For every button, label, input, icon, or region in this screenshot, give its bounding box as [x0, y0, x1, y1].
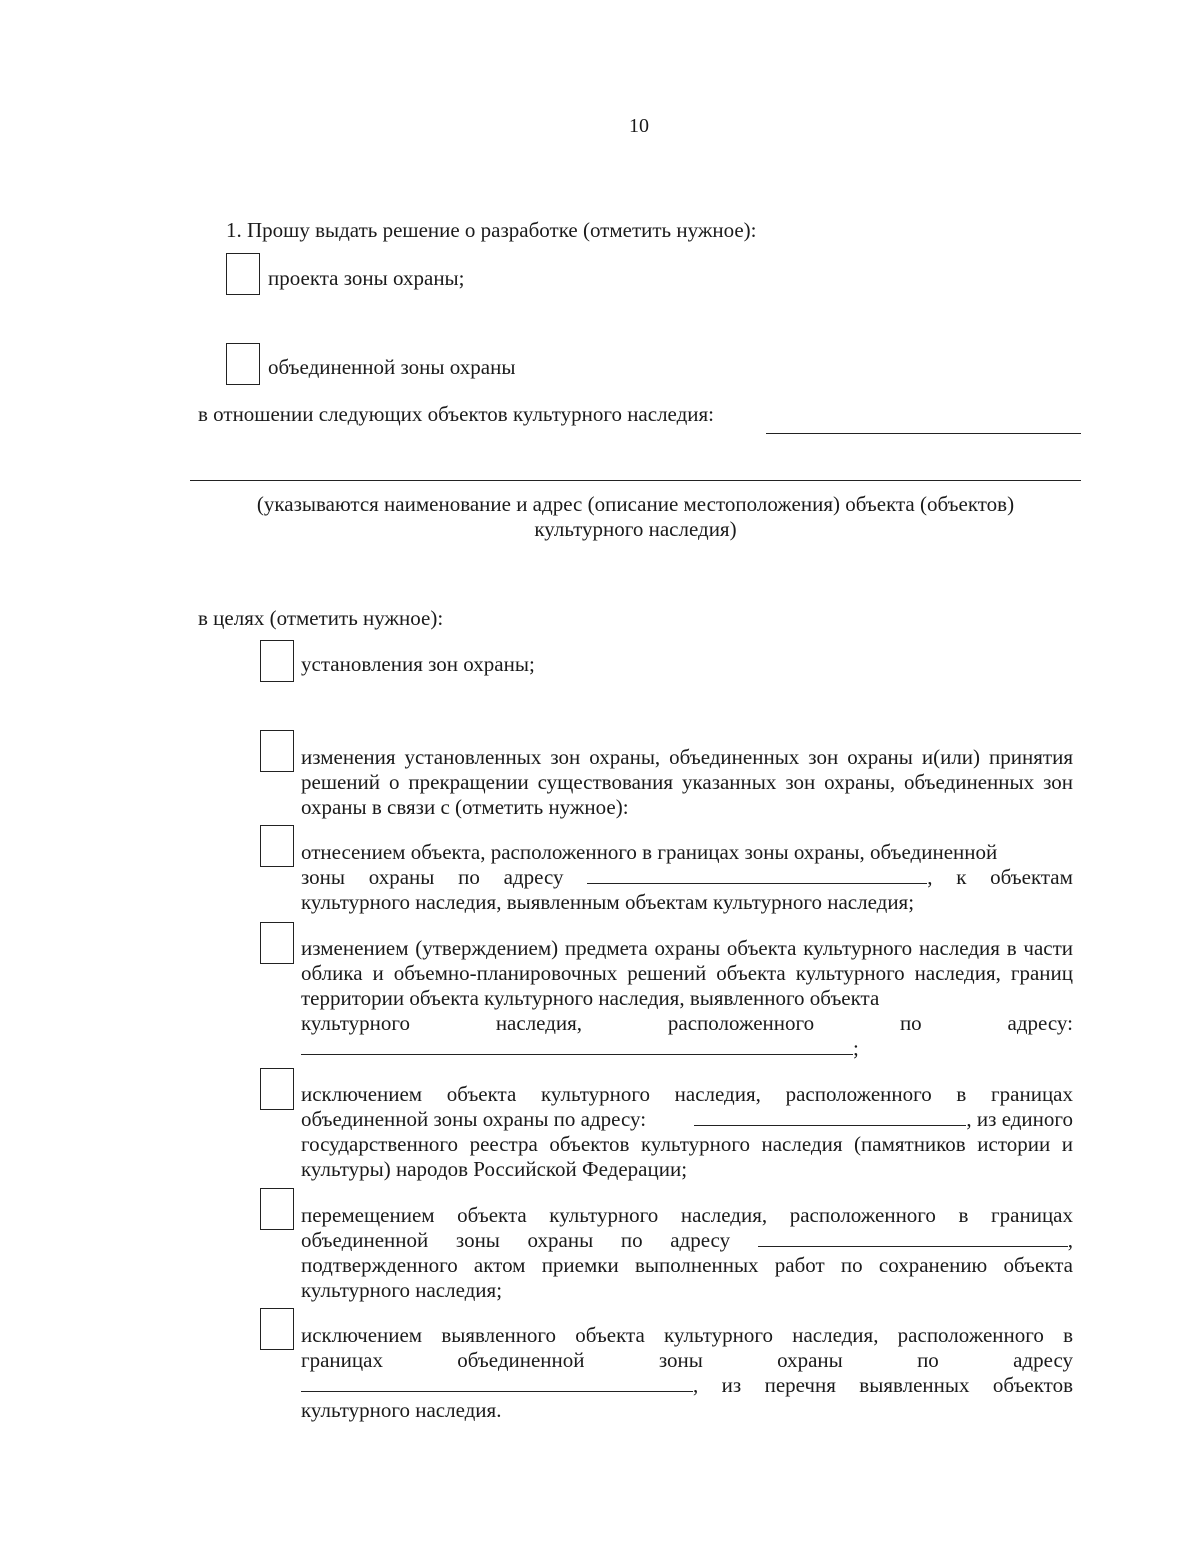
option-combined-zone: объединенной зоны охраны [268, 355, 516, 379]
opt6-rest: подтвержденного актом приемки выполненных работ по сохранению объекта культурного наследия; [301, 1253, 1073, 1302]
opt7-word: зоны [658, 1348, 703, 1372]
opt4-word: адресу: [1007, 1011, 1073, 1035]
option-zone-project: проекта зоны охраны; [268, 266, 465, 290]
opt7-line-2 [301, 1348, 1073, 1373]
opt7-line-1: исключением выявленного объекта культурного наследия, расположенного в [301, 1323, 1073, 1347]
opt7-address-field [301, 1373, 698, 1398]
opt4-address-blank[interactable] [301, 1036, 853, 1055]
opt7-line-4: культурного наследия. [301, 1398, 502, 1422]
opt3-word: к [956, 865, 967, 889]
opt3-word: адресу [503, 865, 564, 889]
opt5-line-1: исключением объекта культурного наследия, расположенного в границах [301, 1082, 1073, 1106]
option-relocate-object [301, 1203, 1073, 1303]
opt4-word: по [899, 1011, 922, 1035]
opt6-address-blank[interactable] [758, 1228, 1068, 1247]
opt4-word: культурного [301, 1011, 410, 1035]
opt4-text: изменением (утверждением) предмета охраны объекта культурного наследия в части облика и объемно-планировочных решений объекта культурного наследия, границ территории объекта культурного наследия, выявленного объекта [301, 936, 1073, 1010]
checkbox-change-zones[interactable] [260, 730, 294, 772]
opt4-word: расположенного [667, 1011, 815, 1035]
option-exclude-from-registry [301, 1082, 1073, 1182]
opt6-address-field [758, 1228, 1073, 1253]
checkbox-exclude-identified-object[interactable] [260, 1308, 294, 1350]
opt7-word: объектов [992, 1373, 1073, 1397]
objects-caption-line-1: (указываются наименование и адрес (описание местоположения) объекта (объектов) [256, 492, 1015, 516]
opt6-word: охраны [527, 1228, 594, 1252]
checkbox-relocate-object[interactable] [260, 1188, 294, 1230]
opt7-line-3 [301, 1373, 1073, 1398]
opt5-address-field [694, 1107, 1073, 1132]
opt6-word: по [620, 1228, 643, 1252]
opt7-word: адресу [1013, 1348, 1073, 1372]
opt7-word: перечня [764, 1373, 836, 1397]
objects-caption-line-2: культурного наследия) [534, 517, 737, 541]
opt3-line-3: культурного наследия, выявленным объектам культурного наследия; [301, 890, 915, 914]
option-establish-zones: установления зон охраны; [301, 652, 535, 676]
opt7-word: границах [301, 1348, 383, 1372]
opt6-word: объединенной [301, 1228, 429, 1252]
opt5-line-2 [301, 1107, 1073, 1132]
opt7-word: выявленных [859, 1373, 970, 1397]
opt7-comma: , [693, 1373, 699, 1397]
goals-intro: в целях (отметить нужное): [198, 606, 444, 630]
page-number: 10 [629, 115, 649, 137]
opt4-line-5 [301, 1036, 1073, 1061]
checkbox-reclassify-object[interactable] [260, 825, 294, 867]
opt5-rest: государственного реестра объектов культурного наследия (памятников истории и культуры) народов Российской Федерации; [301, 1132, 1073, 1181]
opt6-line-1: перемещением объекта культурного наследия, расположенного в границах [301, 1203, 1073, 1227]
option-change-zones: изменения установленных зон охраны, объединенных зон охраны и(или) принятия решений о прекращении существования указанных зон охраны, объединенных зон охраны в связи с (отметить нужное): [301, 745, 1073, 819]
opt5-text: объединенной зоны охраны по адресу: [301, 1107, 647, 1131]
checkbox-zone-project[interactable] [226, 253, 260, 295]
checkbox-change-protection-subject[interactable] [260, 922, 294, 964]
opt3-line-1 [301, 840, 1073, 865]
opt6-word: зоны [455, 1228, 500, 1252]
checkbox-combined-zone[interactable] [226, 343, 260, 385]
checkbox-exclude-from-registry[interactable] [260, 1068, 294, 1110]
opt6-line-2 [301, 1228, 1073, 1253]
opt4-word: наследия, [495, 1011, 583, 1035]
opt3-word: объектам [990, 865, 1073, 889]
checkbox-establish-zones[interactable] [260, 640, 294, 682]
opt5-address-blank[interactable] [694, 1107, 966, 1126]
opt3-comma: , [927, 865, 933, 889]
section1-intro: 1. Прошу выдать решение о разработке (отметить нужное): [226, 218, 757, 242]
opt3-line-2 [301, 865, 1073, 890]
opt7-word: объединенной [457, 1348, 585, 1372]
opt6-comma: , [1067, 1228, 1073, 1252]
opt3-address-field [587, 865, 932, 890]
opt3-address-blank[interactable] [587, 865, 927, 884]
opt7-address-blank[interactable] [301, 1373, 693, 1392]
opt3-word: зоны [301, 865, 346, 889]
objects-caption [190, 492, 1081, 542]
opt7-word: охраны [777, 1348, 843, 1372]
objects-label: в отношении следующих объектов культурного наследия: [198, 402, 715, 426]
option-exclude-identified-object [301, 1323, 1073, 1423]
opt6-word: адресу [670, 1228, 731, 1252]
opt7-word: из [721, 1373, 742, 1397]
opt4-semicolon: ; [853, 1036, 859, 1060]
opt4-line-4 [301, 1011, 1073, 1036]
opt5-text: , из единого [966, 1107, 1073, 1131]
objects-input-line-1[interactable] [766, 433, 1081, 434]
option-reclassify-object [301, 840, 1073, 915]
objects-input-line-2[interactable] [190, 480, 1081, 481]
opt3-word: по [458, 865, 480, 889]
opt3-line-1-text: отнесением объекта, расположенного в границах зоны охраны, объединенной [301, 840, 998, 864]
opt7-word: по [917, 1348, 939, 1372]
option-change-protection-subject [301, 936, 1073, 1061]
opt3-word: охраны [368, 865, 435, 889]
